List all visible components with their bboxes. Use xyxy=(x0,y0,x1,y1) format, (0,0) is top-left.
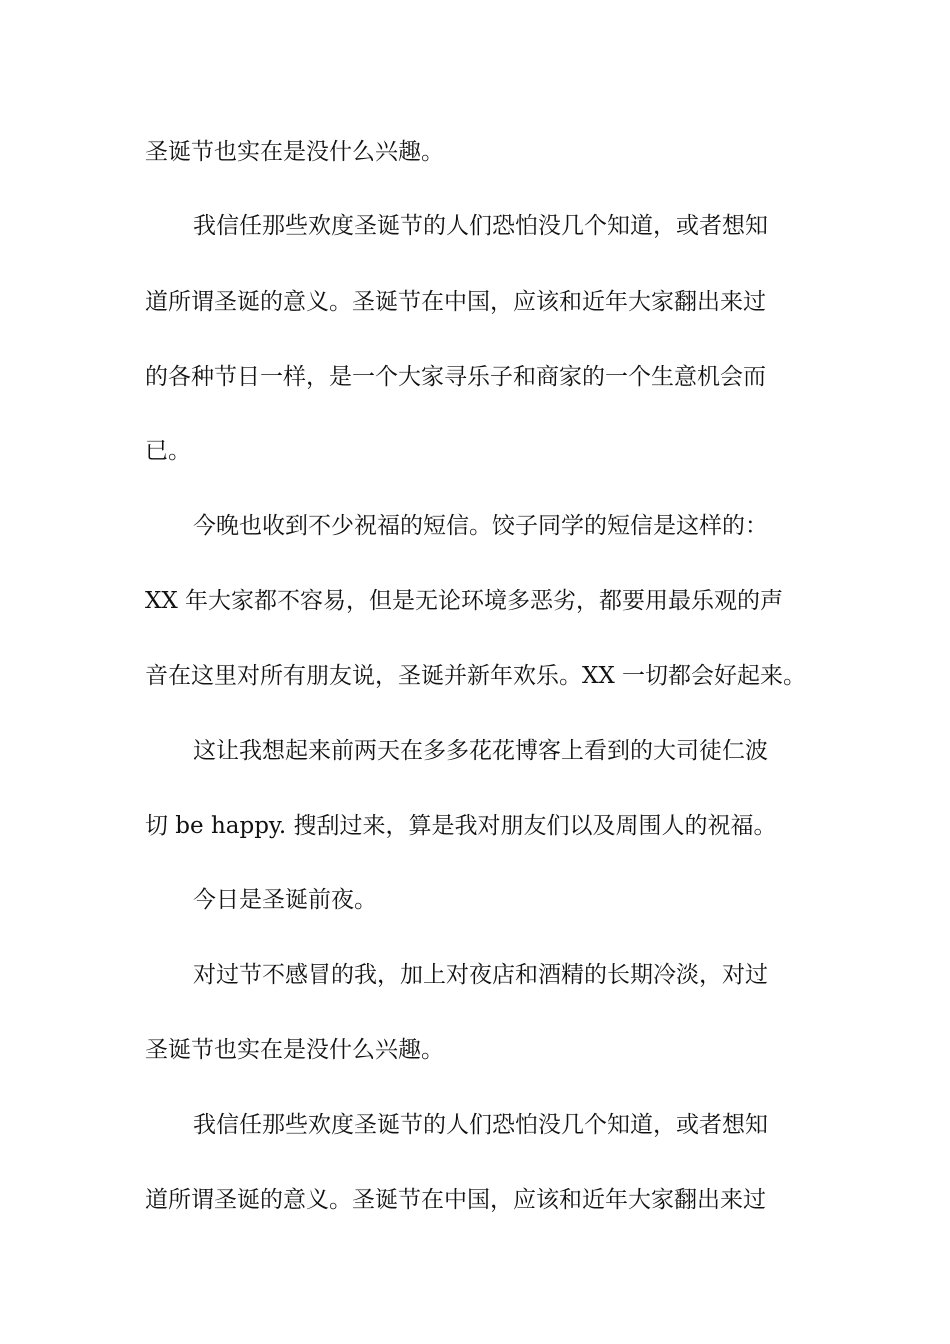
text-line-3: 道所谓圣诞的意义。圣诞节在中国，应该和近年大家翻出来过 xyxy=(145,289,766,315)
text-line-1: 圣诞节也实在是没什么兴趣。 xyxy=(145,139,444,165)
text-line-13: 圣诞节也实在是没什么兴趣。 xyxy=(145,1037,444,1063)
text-line-2: 我信任那些欢度圣诞节的人们恐怕没几个知道，或者想知 xyxy=(193,213,768,239)
text-line-7: XX 年大家都不容易，但是无论环境多恶劣，都要用最乐观的声 xyxy=(145,588,784,614)
text-line-11: 今日是圣诞前夜。 xyxy=(193,887,377,913)
text-line-15: 道所谓圣诞的意义。圣诞节在中国，应该和近年大家翻出来过 xyxy=(145,1187,766,1213)
text-line-6: 今晚也收到不少祝福的短信。饺子同学的短信是这样的： xyxy=(193,513,768,539)
text-line-5: 已。 xyxy=(145,438,191,464)
text-line-14: 我信任那些欢度圣诞节的人们恐怕没几个知道，或者想知 xyxy=(193,1112,768,1138)
text-line-10: 切 be happy. 搜刮过来，算是我对朋友们以及周围人的祝福。 xyxy=(145,813,777,839)
text-line-9: 这让我想起来前两天在多多花花博客上看到的大司徒仁波 xyxy=(193,738,768,764)
text-line-8: 音在这里对所有朋友说，圣诞并新年欢乐。XX 一切都会好起来。 xyxy=(145,663,807,689)
text-line-4: 的各种节日一样，是一个大家寻乐子和商家的一个生意机会而 xyxy=(145,364,766,390)
text-line-12: 对过节不感冒的我，加上对夜店和酒精的长期冷淡，对过 xyxy=(193,962,768,988)
